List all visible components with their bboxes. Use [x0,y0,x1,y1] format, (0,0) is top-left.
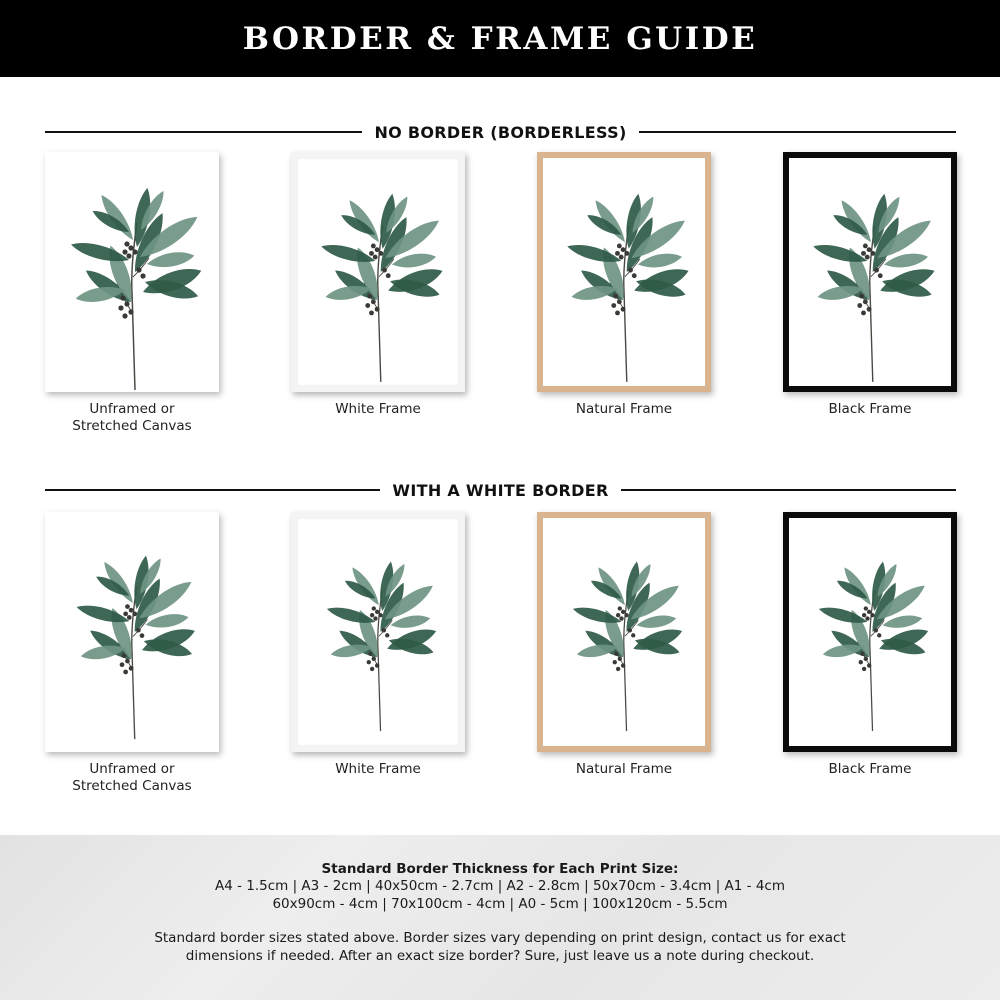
section-divider [621,489,956,491]
section-divider [45,131,362,133]
border-thickness-info [0,835,1000,1000]
artwork-preview [291,512,465,752]
frame-option-unframed[interactable] [45,512,219,795]
artwork-preview [291,152,465,392]
frame-option-white[interactable] [291,152,465,418]
frame-row-borderless [0,152,1000,442]
artwork-preview [537,512,711,752]
section-heading-white-border [45,478,956,502]
frame-option-natural[interactable] [537,512,711,778]
eucalyptus-branch-icon [305,526,451,738]
eucalyptus-branch-icon [297,158,459,386]
size-list-line-2: 60x90cm - 4cm | 70x100cm - 4cm | A0 - 5cm | 100x120cm - 5.5cm [272,896,728,912]
artwork-preview [783,152,957,392]
section-divider [45,489,380,491]
frame-caption: Black Frame [828,761,912,777]
frame-caption: Unframed or Stretched Canvas [72,401,192,434]
section-title: NO BORDER (BORDERLESS) [374,122,627,142]
frame-option-unframed[interactable] [45,152,219,435]
size-list-line-1: A4 - 1.5cm | A3 - 2cm | 40x50cm - 2.7cm | A2 - 2.8cm | 50x70cm - 3.4cm | A1 - 4cm [214,878,785,894]
page-header [0,0,1000,77]
info-title: Standard Border Thickness for Each Print Size: [321,861,679,877]
frame-caption: Natural Frame [575,401,673,417]
info-note: Standard border sizes stated above. Border sizes vary depending on print design, contact us for exact dimensions if needed. After an exact size border? Sure, just leave us a note during checkout. [154,930,846,964]
frame-option-white[interactable] [291,512,465,778]
eucalyptus-branch-icon [797,526,943,738]
eucalyptus-branch-icon [551,526,697,738]
section-divider [639,131,956,133]
frame-caption: White Frame [335,761,421,777]
artwork-preview [537,152,711,392]
frame-option-black[interactable] [783,512,957,778]
eucalyptus-branch-icon [543,158,705,386]
frame-option-natural[interactable] [537,152,711,418]
section-heading-borderless [45,120,956,144]
frame-caption: Natural Frame [575,761,673,777]
artwork-preview [783,512,957,752]
frame-caption: Unframed or Stretched Canvas [72,761,192,794]
section-title: WITH A WHITE BORDER [392,480,609,500]
frame-caption: White Frame [335,401,421,417]
artwork-preview [45,152,219,392]
eucalyptus-branch-icon [53,520,211,744]
frame-caption: Black Frame [828,401,912,417]
frame-option-black[interactable] [783,152,957,418]
frame-row-white-border [0,512,1000,802]
eucalyptus-branch-icon [789,158,951,386]
artwork-preview [45,512,219,752]
page-title: BORDER & FRAME GUIDE [242,20,758,57]
eucalyptus-branch-icon [45,152,219,392]
